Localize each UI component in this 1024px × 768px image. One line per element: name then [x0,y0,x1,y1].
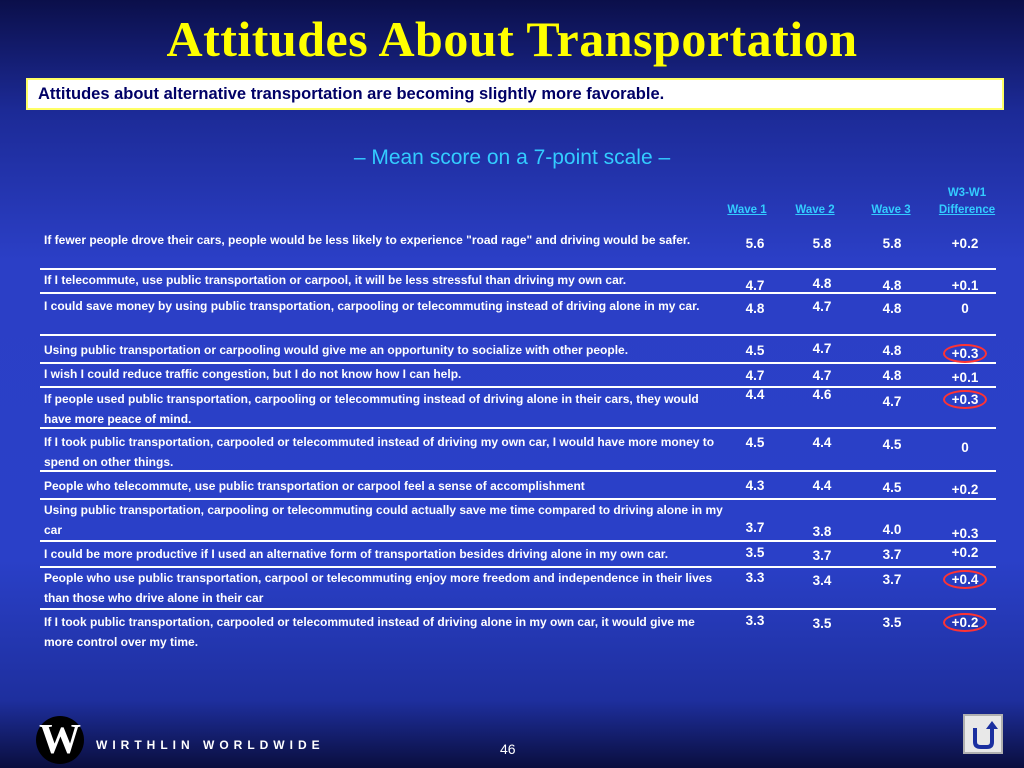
page-number: 46 [500,741,516,757]
statement-text: If fewer people drove their cars, people would be less likely to experience "road rage" and driving would be safer. [44,233,691,247]
value-wave3: 4.8 [882,278,902,293]
value-wave2: 3.5 [812,616,832,631]
value-wave1: 3.5 [745,545,765,560]
value-wave3: 4.5 [882,437,902,452]
col-header-diff-line2: Difference [938,204,996,216]
value-wave1: 4.5 [745,343,765,358]
value-difference: +0.2 [943,613,987,632]
value-wave1: 4.5 [745,435,765,450]
value-difference: +0.3 [943,390,987,409]
col-header-diff-line1: W3-W1 [947,187,987,199]
value-wave1: 4.7 [745,368,765,383]
col-header-wave2: Wave 2 [795,204,835,216]
value-difference: +0.4 [943,570,987,589]
value-wave1: 4.4 [745,387,765,402]
value-wave3: 5.8 [882,236,902,251]
value-wave1: 5.6 [745,236,765,251]
value-wave2: 4.7 [812,341,832,356]
return-arrow-icon [965,716,1001,752]
return-button[interactable] [963,714,1003,754]
value-wave2: 3.7 [812,548,832,563]
statement-text: Using public transportation or carpooling would give me an opportunity to socialize with other people. [44,343,629,357]
value-wave2: 4.4 [812,435,832,450]
value-wave3: 3.5 [882,615,902,630]
value-wave2: 4.4 [812,478,832,493]
statement-text: If people used public transportation, carpooling or telecommuting instead of driving alone in their cars, they would have more peace of mind. [44,392,699,426]
value-wave3: 4.8 [882,301,902,316]
value-wave1: 3.7 [745,520,765,535]
value-difference: +0.3 [951,526,979,541]
statement-text: If I took public transportation, carpooled or telecommuted instead of driving alone in my own car, it would give me more control over my time. [44,615,695,649]
statement-text: Using public transportation, carpooling or telecommuting could actually save me time compared to driving alone in my car [44,503,723,537]
value-wave1: 4.3 [745,478,765,493]
value-wave1: 4.8 [745,301,765,316]
value-difference: +0.2 [951,545,979,560]
value-wave1: 3.3 [745,570,765,585]
statement-text: I could be more productive if I used an alternative form of transportation besides driving alone in my own car. [44,547,669,561]
statement-text: People who use public transportation, carpool or telecommuting enjoy more freedom and independence in their lives than those who drive alone in their car [44,571,713,605]
statement-text: If I took public transportation, carpooled or telecommuted instead of driving my own car, I would have more money to spend on other things. [44,435,715,469]
statement-text: If I telecommute, use public transportation or carpool, it will be less stressful than driving my own car. [44,273,627,287]
value-wave2: 4.8 [812,276,832,291]
value-wave2: 4.7 [812,299,832,314]
value-difference: +0.3 [943,344,987,363]
brand-name: WIRTHLIN WORLDWIDE [96,738,325,752]
value-difference: +0.2 [951,482,979,497]
value-wave2: 3.8 [812,524,832,539]
value-difference: 0 [961,440,969,455]
value-difference: +0.1 [951,278,979,293]
statement-text: I wish I could reduce traffic congestion, but I do not know how I can help. [44,367,462,381]
value-wave3: 3.7 [882,547,902,562]
value-wave1: 4.7 [745,278,765,293]
slide-title: Attitudes About Transportation [166,11,858,67]
col-header-wave1: Wave 1 [727,204,767,216]
value-wave3: 4.8 [882,368,902,383]
value-wave3: 4.8 [882,343,902,358]
value-wave2: 5.8 [812,236,832,251]
statement-text: People who telecommute, use public transportation or carpool feel a sense of accomplishment [44,479,585,493]
value-wave3: 4.0 [882,522,902,537]
value-wave2: 4.7 [812,368,832,383]
value-wave2: 4.6 [812,387,832,402]
wirthlin-logo: W [36,716,84,764]
value-difference: +0.2 [951,236,979,251]
value-wave3: 4.7 [882,394,902,409]
value-difference: +0.1 [951,370,979,385]
key-finding-callout: Attitudes about alternative transportation are becoming slightly more favorable. [26,78,1004,110]
statement-text: I could save money by using public transportation, carpooling or telecommuting instead of driving alone in my car. [44,299,700,313]
value-wave2: 3.4 [812,573,832,588]
scale-subtitle: – Mean score on a 7-point scale – [353,146,671,169]
value-difference: 0 [961,301,969,316]
value-wave3: 3.7 [882,572,902,587]
col-header-wave3: Wave 3 [871,204,911,216]
value-wave3: 4.5 [882,480,902,495]
value-wave1: 3.3 [745,613,765,628]
